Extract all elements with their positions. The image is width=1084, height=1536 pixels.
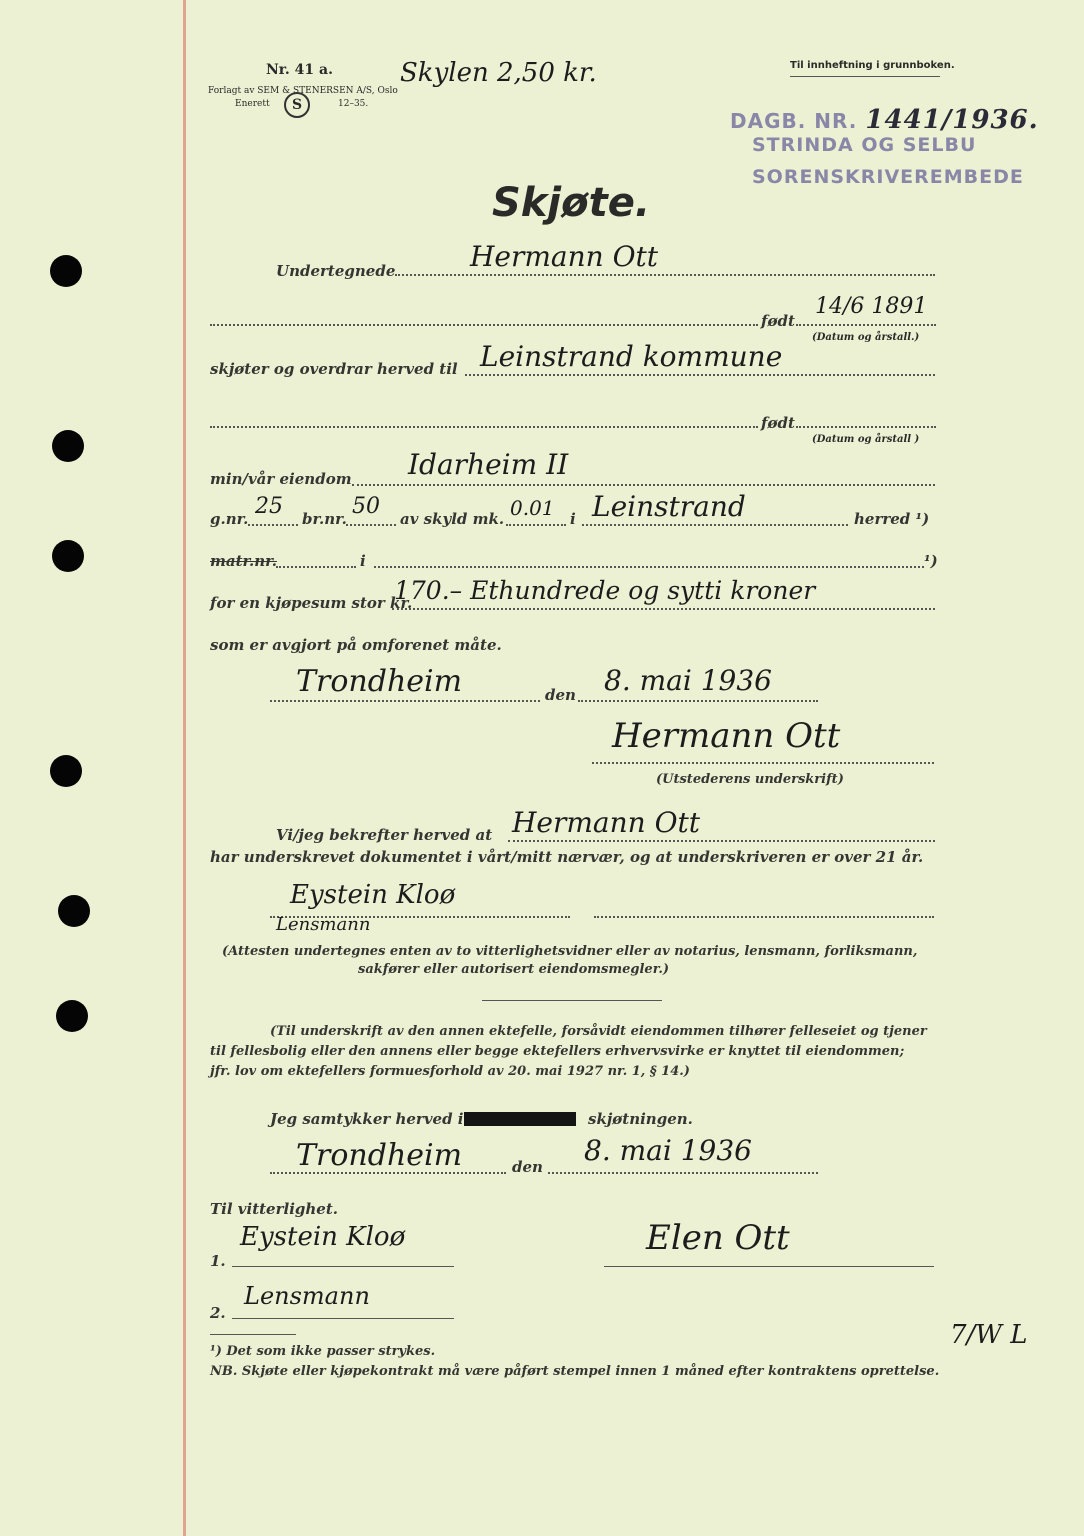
grantor-signature: Hermann Ott	[612, 716, 841, 756]
witness-1-signature: Eystein Kloø	[240, 1222, 406, 1252]
purchase-price: 170.– Ethundrede og sytti kroner	[394, 576, 816, 605]
binder-hole	[50, 255, 82, 287]
publisher-line-2: Enerett	[235, 99, 270, 109]
skyld-value: 0.01	[510, 496, 555, 520]
dotted-line	[352, 484, 935, 486]
binder-hole	[58, 895, 90, 927]
dotted-line	[508, 840, 935, 842]
footnote-1: ¹) Det som ikke passer strykes.	[210, 1344, 436, 1359]
matr-label: matr.nr.	[210, 552, 277, 570]
grantor-name: Hermann Ott	[470, 240, 659, 273]
consent-prefix: Jeg samtykker herved i	[270, 1110, 464, 1128]
fodt-label: født	[761, 312, 795, 330]
binder-hole	[50, 755, 82, 787]
fee-note: Skylen 2,50 kr.	[400, 58, 597, 88]
matr-end: ¹)	[924, 552, 938, 570]
stamp-prefix: DAGB. NR.	[730, 109, 858, 133]
date-1: 8. mai 1936	[604, 664, 772, 697]
dotted-line	[582, 524, 848, 526]
dotted-line	[210, 426, 758, 428]
place-2: Trondheim	[296, 1138, 463, 1173]
stamp-year: /1936.	[941, 105, 1039, 135]
dotted-line	[506, 524, 566, 526]
dotted-line	[548, 1172, 818, 1174]
footnote-2: NB. Skjøte eller kjøpekontrakt må være påført stempel innen 1 måned efter kontraktens oprettelse.	[210, 1364, 940, 1379]
dotted-line	[465, 374, 935, 376]
document-title: Skjøte.	[492, 180, 651, 226]
dotted-line	[248, 524, 298, 526]
spouse-note-1: (Til underskrift av den annen ektefelle, forsåvidt eiendommen tilhører felleseiet og tjener	[270, 1024, 927, 1039]
dotted-line	[270, 700, 540, 702]
grantee-name: Leinstrand kommune	[480, 340, 783, 373]
brnr-value: 50	[352, 494, 380, 519]
eiendom-label: min/vår eiendom	[210, 470, 352, 488]
witness-1-line	[232, 1266, 454, 1267]
matr-i: i	[360, 552, 366, 570]
top-right-note: Til innheftning i grunnboken.	[790, 60, 955, 71]
avgjort-text: som er avgjort på omforenet måte.	[210, 636, 502, 654]
witness-1-number: 1.	[210, 1252, 226, 1270]
attest-note-1: (Attesten undertegnes enten av to vitterlighetsvidner eller av notarius, lensmann, forliksmann,	[222, 944, 918, 959]
red-margin-line	[183, 0, 186, 1536]
den-label-1: den	[545, 686, 576, 704]
datum-note: (Datum og årstall.)	[812, 332, 920, 343]
date-2: 8. mai 1936	[584, 1134, 752, 1167]
publisher-logo-icon: S	[284, 92, 310, 118]
binder-hole	[52, 540, 84, 572]
fodt-label-2: født	[761, 414, 795, 432]
dotted-line	[592, 762, 934, 764]
kjopesum-label: for en kjøpesum stor kr.	[210, 594, 413, 612]
herred-value: Leinstrand	[592, 490, 746, 523]
dotted-line	[578, 700, 818, 702]
witness-title: Lensmann	[276, 914, 371, 935]
place-1: Trondheim	[296, 664, 463, 699]
attest-label: Vi/jeg bekrefter herved at	[276, 826, 493, 844]
registry-stamp-line1	[730, 105, 1039, 135]
birth-date: 14/6 1891	[815, 294, 928, 319]
footnote-divider	[210, 1334, 296, 1335]
datum-note-2: (Datum og årstall )	[812, 434, 920, 445]
den-label-2: den	[512, 1158, 543, 1176]
i-label: i	[570, 510, 576, 528]
registry-stamp-line3: SORENSKRIVEREMBEDE	[752, 166, 1024, 188]
binder-hole	[52, 430, 84, 462]
initials: 7/W L	[950, 1320, 1028, 1350]
gnr-label: g.nr.	[210, 510, 249, 528]
brnr-label: br.nr.	[302, 510, 347, 528]
vitterlighet-label: Til vitterlighet.	[210, 1200, 338, 1218]
witness-signature: Eystein Kloø	[290, 880, 456, 910]
spouse-signature-line	[604, 1266, 934, 1267]
dotted-line	[594, 916, 934, 918]
section-divider	[482, 1000, 662, 1001]
spouse-signature: Elen Ott	[646, 1218, 790, 1258]
publisher-line: Forlagt av SEM & STENERSEN A/S, Oslo	[208, 86, 398, 96]
registry-stamp-line2: STRINDA OG SELBU	[752, 134, 977, 156]
skjoter-label: skjøter og overdrar herved til	[210, 360, 458, 378]
redaction-bar	[464, 1112, 576, 1126]
consent-suffix: skjøtningen.	[588, 1110, 693, 1128]
top-right-underline	[790, 76, 940, 77]
publisher-date: 12–35.	[338, 99, 369, 109]
attest-name: Hermann Ott	[512, 806, 701, 839]
dotted-line	[276, 566, 356, 568]
spouse-note-2: til fellesbolig eller den annens eller begge ektefellers erhvervsvirke er knyttet til eiendommen;	[210, 1044, 905, 1059]
dotted-line	[796, 426, 936, 428]
binder-hole	[56, 1000, 88, 1032]
skyld-label: av skyld mk.	[400, 510, 505, 528]
attest-note-2: sakfører eller autorisert eiendomsmegler.)	[358, 962, 670, 977]
attest-line-2: har underskrevet dokumentet i vårt/mitt nærvær, og at underskriveren er over 21 år.	[210, 848, 924, 866]
undertegnede-label: Undertegnede	[276, 262, 396, 280]
witness-2-number: 2.	[210, 1304, 226, 1322]
dotted-line	[392, 608, 935, 610]
dotted-line	[374, 566, 924, 568]
utsteder-note: (Utstederens underskrift)	[656, 772, 844, 787]
property-name: Idarheim II	[408, 448, 569, 481]
witness-2-signature: Lensmann	[244, 1282, 370, 1310]
spouse-note-3: jfr. lov om ektefellers formuesforhold av 20. mai 1927 nr. 1, § 14.)	[210, 1064, 690, 1079]
dotted-line	[796, 324, 936, 326]
herred-label: herred ¹)	[854, 510, 930, 528]
dotted-line	[395, 274, 935, 276]
gnr-value: 25	[255, 494, 283, 519]
witness-2-line	[232, 1318, 454, 1319]
form-number: Nr. 41 a.	[266, 62, 333, 78]
stamp-number: 1441	[865, 105, 942, 135]
dotted-line	[346, 524, 396, 526]
dotted-line	[210, 324, 758, 326]
